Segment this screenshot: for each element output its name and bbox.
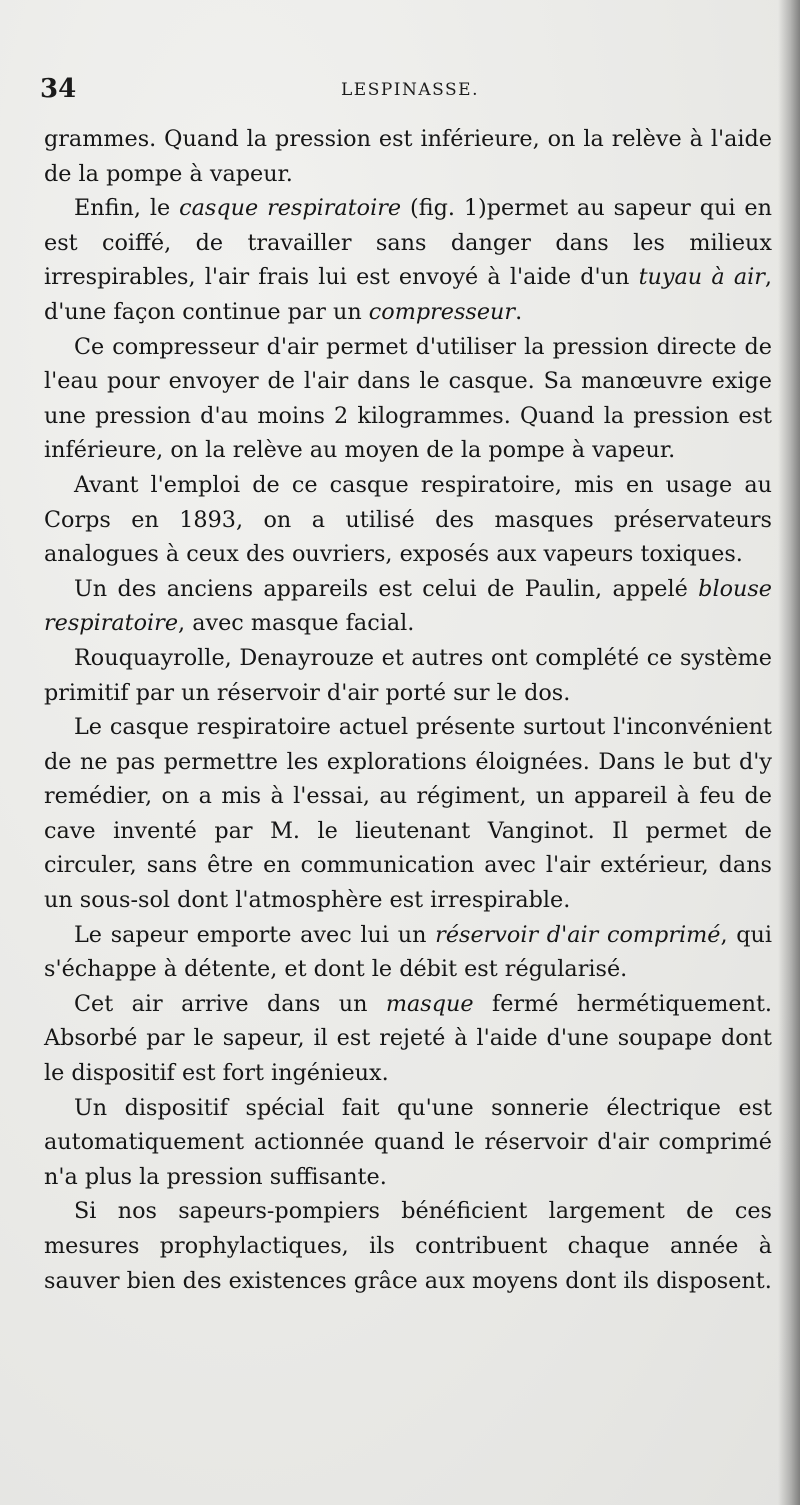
paragraph [44, 1194, 772, 1298]
paragraph [44, 572, 772, 641]
text-run: Ce compresseur d'air permet d'utiliser la pression directe de l'eau pour envoyer de l'air dans le casque. Sa manœuvre exige une pression d'au moins 2 kilogrammes. Quand la pression est inférieure, on la relève au moyen de la pompe à vapeur. [44, 333, 772, 464]
text-run: Rouquayrolle, Denayrouze et autres ont complété ce système primitif par un réservoir d'air porté sur le dos. [44, 644, 772, 706]
text-run: Avant l'emploi de ce casque respiratoire, mis en usage au Corps en 1893, on a utilisé des masques préservateurs analogues à ceux des ouvriers, exposés aux vapeurs toxiques. [44, 471, 772, 568]
text-run: Un des anciens appareils est celui de Paulin, appelé [74, 575, 699, 602]
paragraph [44, 122, 772, 191]
italic-term: masque [385, 990, 474, 1017]
text-run: , d'une façon continue par un [44, 264, 773, 325]
italic-term: compresseur [368, 298, 516, 325]
text-run: (fig. 1)permet au sapeur qui en est coiffé, de travailler sans danger dans les milieux irrespirables, l'air frais lui est envoyé à l'aide d'un [44, 195, 772, 291]
paragraph [44, 987, 772, 1091]
paragraph [44, 330, 772, 468]
text-run: , avec masque facial. [178, 610, 415, 637]
paragraph [44, 641, 772, 710]
italic-term: tuyau à air [638, 264, 765, 291]
page-number: 34 [40, 74, 77, 104]
italic-term: casque respiratoire [179, 195, 402, 222]
text-run: , qui s'échappe à détente, et dont le débit est régularisé. [44, 921, 772, 983]
paragraph [44, 918, 772, 987]
text-run: Enfin, le [74, 195, 180, 222]
text-run: Si nos sapeurs-pompiers bénéficient largement de ces mesures prophylactiques, ils contribuent chaque année à sauver bien des existences grâce aux moyens dont ils disposent. [44, 1198, 772, 1294]
italic-term: réservoir d'air comprimé [435, 921, 721, 948]
text-run: grammes. Quand la pression est inférieure, on la relève à l'aide de la pompe à vapeur. [44, 126, 772, 187]
running-head: LESPINASSE. [341, 80, 479, 100]
text-run: fermé hermétiquement. Absorbé par le sapeur, il est rejeté à l'aide d'une soupape dont le dispositif est fort ingénieux. [44, 990, 772, 1087]
paragraph [44, 1091, 772, 1195]
text-run: Le casque respiratoire actuel présente surtout l'inconvénient de ne pas permettre les explorations éloignées. Dans le but d'y remédier, on a mis à l'essai, au régiment, un appareil à feu de cave inventé par M. le lieutenant Vanginot. Il permet de circuler, sans être en communication avec l'air extérieur, dans un sous-sol dont l'atmosphère est irrespirable. [44, 714, 772, 914]
page-header [40, 74, 780, 110]
text-run: Cet air arrive dans un [74, 990, 386, 1017]
paragraph [44, 710, 772, 918]
text-run: Le sapeur emporte avec lui un [74, 921, 436, 948]
paragraph [44, 191, 772, 329]
paragraph [44, 468, 772, 572]
italic-term: blouse respiratoire [44, 575, 772, 637]
page-gutter-shadow [778, 0, 800, 1505]
body-text [44, 122, 772, 1298]
text-run: . [515, 298, 523, 325]
text-run: Un dispositif spécial fait qu'une sonnerie électrique est automatiquement actionnée quand le réservoir d'air comprimé n'a plus la pression suffisante. [44, 1094, 772, 1190]
